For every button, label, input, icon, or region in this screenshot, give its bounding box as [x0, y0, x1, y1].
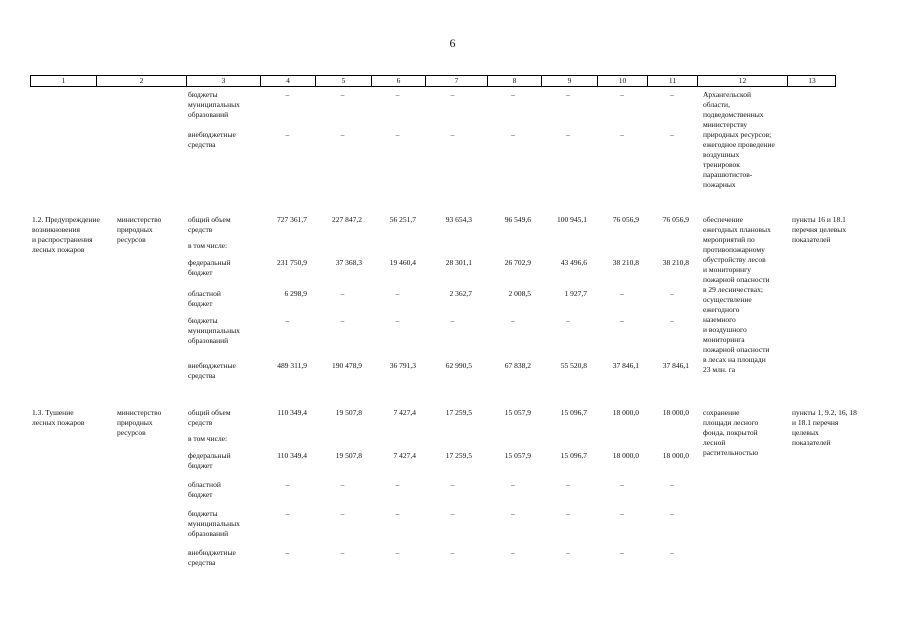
- value-cell: 2 362,7: [449, 289, 472, 298]
- source-label: в том числе:: [188, 434, 228, 443]
- source-label: внебюджетные средства: [188, 548, 236, 567]
- value-cell: 37 846,1: [662, 361, 689, 370]
- value-cell: –: [395, 480, 400, 489]
- value-cell: 17 259,5: [445, 408, 472, 417]
- value-cell: –: [450, 130, 455, 139]
- value-cell: 110 349,4: [277, 451, 307, 460]
- header-col-6: 6: [371, 75, 425, 87]
- header-col-1: 1: [30, 75, 96, 87]
- header-col-2: 2: [96, 75, 186, 87]
- source-label: внебюджетные средства: [188, 130, 236, 149]
- value-cell: –: [620, 480, 624, 489]
- value-cell: –: [450, 480, 455, 489]
- value-cell: 110 349,4: [277, 408, 307, 417]
- value-cell: –: [340, 90, 345, 99]
- value-cell: –: [670, 90, 674, 99]
- value-cell: 93 654,3: [445, 215, 472, 224]
- value-cell: 76 056,9: [662, 215, 689, 224]
- value-cell: 1 927,7: [564, 289, 587, 298]
- value-cell: –: [450, 509, 455, 518]
- value-cell: 19 460,4: [389, 258, 416, 267]
- source-label: федеральный бюджет: [188, 258, 231, 277]
- value-cell: 231 750,9: [277, 258, 307, 267]
- header-col-7: 7: [425, 75, 487, 87]
- value-cell: 15 057,9: [504, 408, 531, 417]
- value-cell: 227 847,2: [332, 215, 362, 224]
- executor-name: министерство природных ресурсов: [117, 408, 162, 437]
- page-number: 6: [449, 36, 456, 50]
- value-cell: –: [285, 316, 290, 325]
- value-cell: –: [566, 90, 570, 99]
- value-cell: –: [670, 548, 674, 557]
- value-cell: 37 846,1: [612, 361, 639, 370]
- value-cell: 56 251,7: [389, 215, 416, 224]
- header-col-10: 10: [597, 75, 647, 87]
- source-label: областной бюджет: [188, 480, 221, 499]
- value-cell: –: [285, 90, 290, 99]
- value-cell: 28 301,1: [445, 258, 472, 267]
- header-col-12: 12: [697, 75, 787, 87]
- value-cell: 15 057,9: [504, 451, 531, 460]
- value-cell: 37 368,3: [335, 258, 362, 267]
- value-cell: 15 096,7: [560, 408, 587, 417]
- value-cell: –: [511, 509, 515, 518]
- source-label: в том числе:: [188, 241, 228, 250]
- value-cell: 38 210,8: [662, 258, 689, 267]
- value-cell: –: [670, 509, 674, 518]
- indicator-text: пункты 1, 9.2, 16, 18 и 18.1 перечня целевых показателей: [792, 408, 857, 447]
- value-cell: –: [620, 316, 624, 325]
- value-cell: 489 311,9: [277, 361, 307, 370]
- value-cell: –: [511, 130, 515, 139]
- value-cell: –: [566, 316, 570, 325]
- header-col-8: 8: [487, 75, 541, 87]
- value-cell: –: [285, 509, 290, 518]
- value-cell: 18 000,0: [612, 408, 639, 417]
- value-cell: 19 507,8: [335, 408, 362, 417]
- value-cell: –: [511, 480, 515, 489]
- value-cell: –: [450, 90, 455, 99]
- value-cell: 17 259,5: [445, 451, 472, 460]
- indicator-text: пункты 16 и 18.1 перечня целевых показателей: [792, 215, 847, 244]
- value-cell: 76 056,9: [612, 215, 639, 224]
- value-cell: 190 478,9: [332, 361, 362, 370]
- source-label: внебюджетные средства: [188, 361, 236, 380]
- value-cell: 62 990,5: [445, 361, 472, 370]
- value-cell: 43 496,6: [560, 258, 587, 267]
- measure-name: 1.2. Предупреждение возникновения и распространения лесных пожаров: [32, 215, 100, 254]
- value-cell: –: [340, 316, 345, 325]
- value-cell: –: [340, 480, 345, 489]
- value-cell: 36 791,3: [389, 361, 416, 370]
- result-text: обеспечение ежегодных плановых мероприятий по противопожарному обустройству лесов и мониторингу пожарной опасности в 29 лесничествах; осуществление ежегодного наземного и воздушного мониторинга пожарной опасности в лесах на площади 23 млн. га: [703, 215, 771, 374]
- value-cell: –: [620, 548, 624, 557]
- value-cell: 2 008,5: [508, 289, 531, 298]
- value-cell: –: [395, 130, 400, 139]
- value-cell: –: [566, 480, 570, 489]
- value-cell: 7 427,4: [393, 451, 416, 460]
- value-cell: –: [670, 316, 674, 325]
- value-cell: –: [395, 289, 400, 298]
- source-label: федеральный бюджет: [188, 451, 231, 470]
- value-cell: –: [340, 130, 345, 139]
- value-cell: 26 702,9: [504, 258, 531, 267]
- result-text: Архангельской области, подведомственных министерству природных ресурсов; ежегодное проведение воздушных тренировок парашютистов- пожарных: [703, 90, 775, 189]
- value-cell: –: [511, 90, 515, 99]
- value-cell: 7 427,4: [393, 408, 416, 417]
- value-cell: –: [670, 480, 674, 489]
- source-label: бюджеты муниципальных образований: [188, 90, 240, 119]
- value-cell: –: [566, 130, 570, 139]
- source-label: общий объем средств: [188, 215, 231, 234]
- value-cell: –: [340, 548, 345, 557]
- value-cell: –: [620, 509, 624, 518]
- value-cell: 55 520,8: [560, 361, 587, 370]
- value-cell: –: [511, 548, 515, 557]
- value-cell: –: [670, 130, 674, 139]
- value-cell: 15 096,7: [560, 451, 587, 460]
- header-col-11: 11: [647, 75, 697, 87]
- header-col-13: 13: [787, 75, 836, 87]
- value-cell: 67 838,2: [504, 361, 531, 370]
- value-cell: –: [285, 480, 290, 489]
- value-cell: –: [670, 289, 674, 298]
- value-cell: –: [450, 548, 455, 557]
- value-cell: –: [340, 509, 345, 518]
- source-label: бюджеты муниципальных образований: [188, 509, 240, 538]
- value-cell: 19 507,8: [335, 451, 362, 460]
- header-col-5: 5: [315, 75, 371, 87]
- value-cell: 96 549,6: [504, 215, 531, 224]
- value-cell: –: [620, 289, 624, 298]
- value-cell: 38 210,8: [612, 258, 639, 267]
- source-label: областной бюджет: [188, 289, 221, 308]
- value-cell: –: [566, 548, 570, 557]
- measure-name: 1.3. Тушение лесных пожаров: [32, 408, 85, 427]
- source-label: общий объем средств: [188, 408, 231, 427]
- value-cell: –: [395, 316, 400, 325]
- source-label: бюджеты муниципальных образований: [188, 316, 240, 345]
- value-cell: –: [620, 90, 624, 99]
- value-cell: –: [285, 130, 290, 139]
- value-cell: 18 000,0: [662, 451, 689, 460]
- value-cell: –: [285, 548, 290, 557]
- value-cell: 18 000,0: [662, 408, 689, 417]
- header-col-4: 4: [260, 75, 315, 87]
- value-cell: –: [620, 130, 624, 139]
- value-cell: 727 361,7: [277, 215, 307, 224]
- value-cell: –: [395, 509, 400, 518]
- executor-name: министерство природных ресурсов: [117, 215, 162, 244]
- result-text: сохранение площади лесного фонда, покрытой лесной растительностью: [703, 408, 759, 457]
- value-cell: –: [511, 316, 515, 325]
- value-cell: –: [340, 289, 345, 298]
- value-cell: 6 298,9: [284, 289, 307, 298]
- header-col-3: 3: [186, 75, 260, 87]
- value-cell: 18 000,0: [612, 451, 639, 460]
- value-cell: –: [450, 316, 455, 325]
- value-cell: –: [566, 509, 570, 518]
- value-cell: 100 945,1: [557, 215, 587, 224]
- value-cell: –: [395, 548, 400, 557]
- value-cell: –: [395, 90, 400, 99]
- header-col-9: 9: [541, 75, 597, 87]
